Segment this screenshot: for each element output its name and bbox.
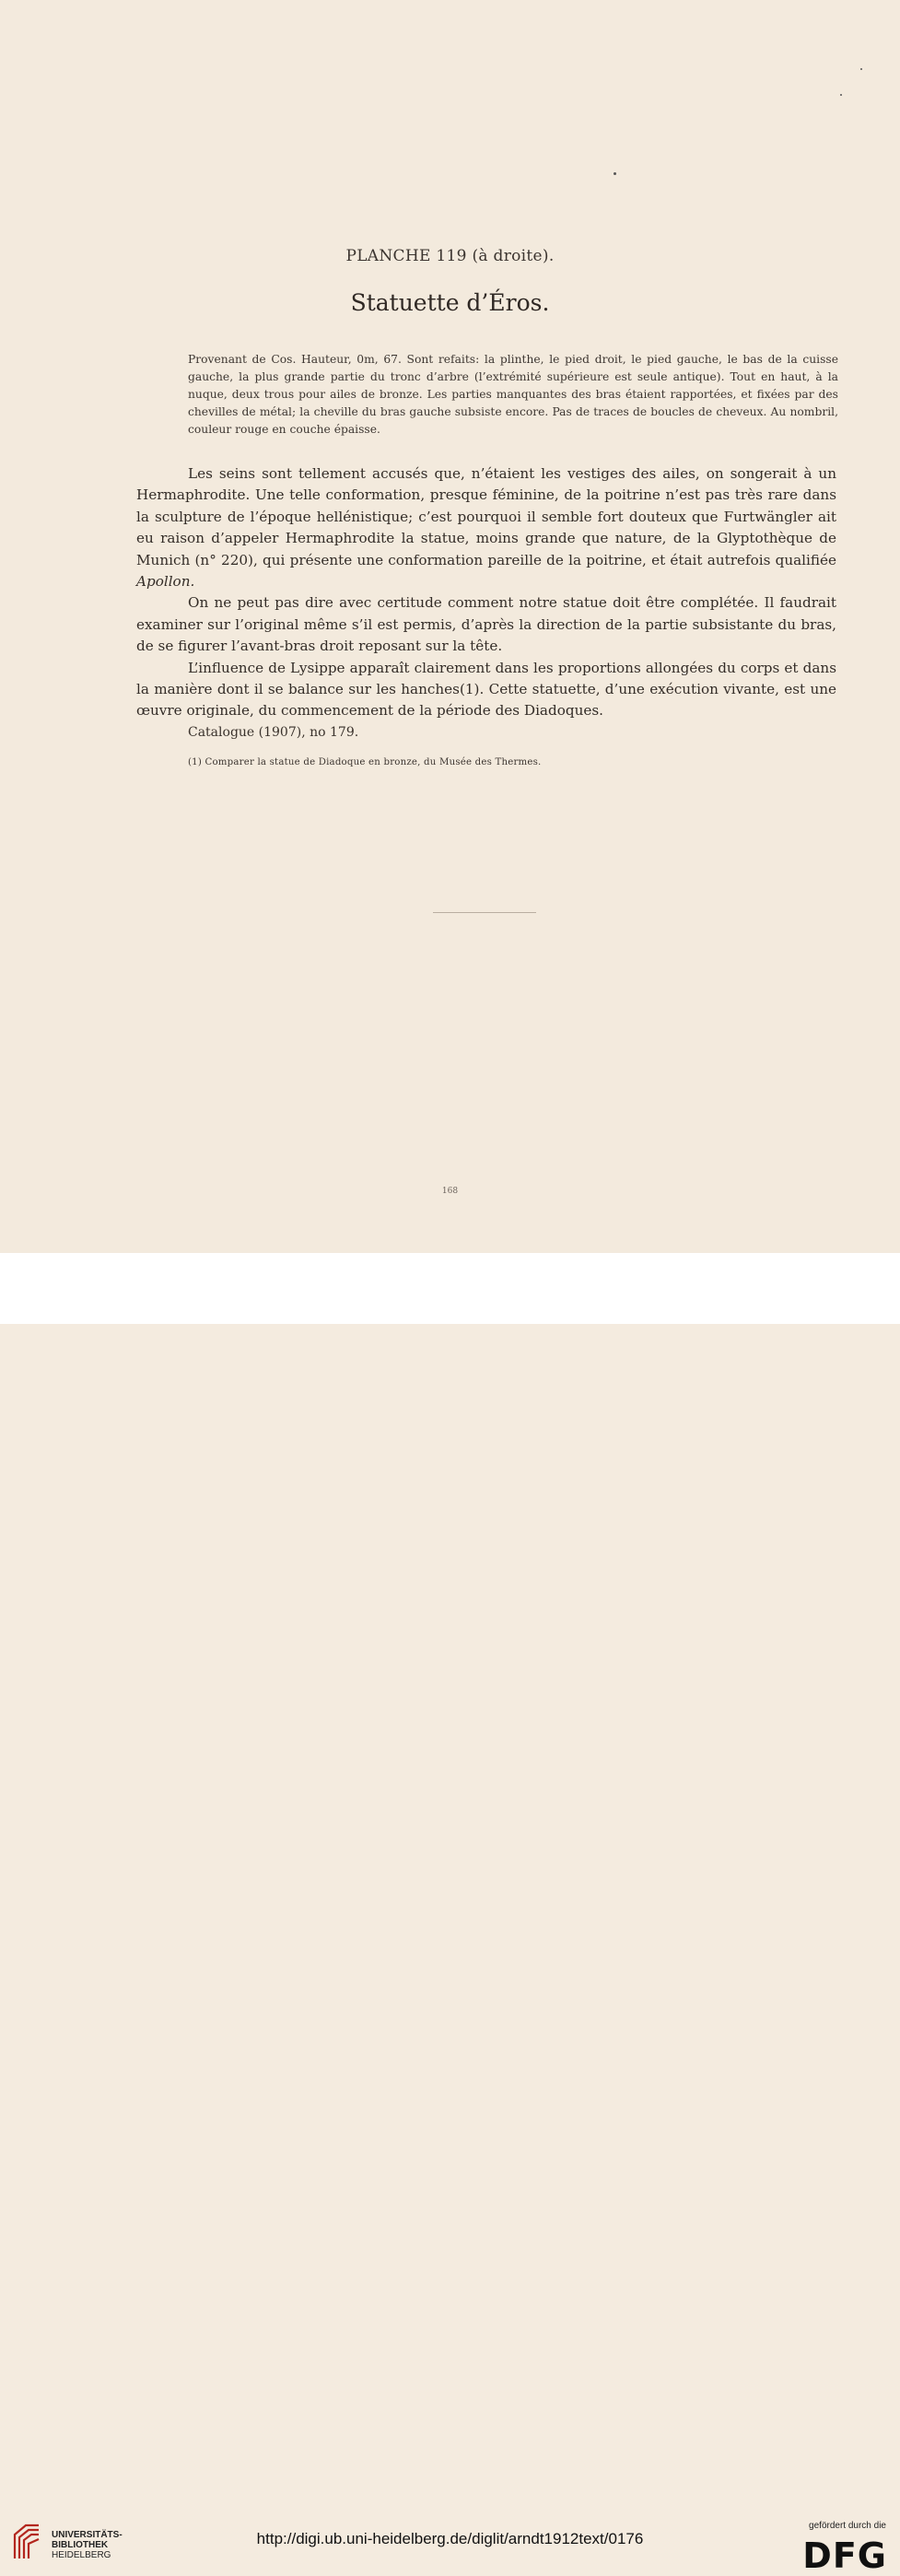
body-paragraph-2: On ne peut pas dire avec certitude comment notre statue doit être complétée. Il faudrait examiner sur l’original même s’il est permis, d’après la direction de la partie subsistante du bras, de se figurer l’avant-bras droit reposant sur la tête.: [136, 594, 836, 655]
university-library-name[interactable]: UNIVERSITÄTS- BIBLIOTHEK HEIDELBERG: [52, 2530, 123, 2560]
catalogue-reference: Catalogue (1907), no 179.: [188, 725, 359, 740]
dfg-logo[interactable]: DFG: [802, 2535, 887, 2576]
italic-apollon: Apollon.: [136, 573, 195, 591]
scan-speck: [860, 68, 862, 70]
footer-bar: [0, 1253, 900, 2576]
funding-label: gefördert durch die: [809, 2521, 886, 2531]
body-paragraph-1: Les seins sont tellement accusés que, n’étaient les vestiges des ailes, on songerait à un Hermaphrodite. Une telle conformation, presque féminine, de la poitrine n’est pas très rare dans la sculpture de l’époque hellénistique; c’est pourquoi il semble fort douteux que Furtwängler ait eu raison d’appeler Hermaphrodite la statue, moins grande que nature, de la Glyptothèque de Munich (n° 220), qui présente une conformation pareille de la poitrine, et était autrefois qualifiée Apollon.: [136, 465, 836, 591]
body-text: [136, 463, 836, 722]
scanned-page: [0, 0, 900, 1253]
source-url-link[interactable]: http://digi.ub.uni-heidelberg.de/diglit/arndt1912text/0176: [256, 2530, 644, 2547]
page-number: 168: [441, 1187, 459, 1196]
page-title: Statuette d’Éros.: [350, 289, 550, 316]
footnote: (1) Comparer la statue de Diadoque en bronze, du Musée des Thermes.: [188, 757, 542, 767]
plate-heading: PLANCHE 119 (à droite).: [345, 247, 555, 265]
description-paragraph: Provenant de Cos. Hauteur, 0m, 67. Sont refaits: la plinthe, le pied droit, le pied gauche, le bas de la cuisse gauche, la plus grande partie du tronc d’arbre (l’extrémité supérieure est seule antique). Tout en haut, à la nuque, deux trous pour ailes de bronze. Les parties manquantes des bras étaient rapportées, et fixées par des chevilles de métal; la cheville du bras gauche subsiste encore. Pas de traces de boucles de cheveux. Au nombril, couleur rouge en couche épaisse.: [188, 353, 838, 436]
scan-speck: [840, 94, 842, 96]
scan-speck: [614, 172, 616, 175]
body-paragraph-3: L’influence de Lysippe apparaît clairement dans les proportions allongées du corps et dans la manière dont il se balance sur les hanches(1). Cette statuette, d’une exécution vivante, est une œuvre originale, du commencement de la période des Diadoques.: [136, 659, 836, 720]
end-rule: [433, 912, 536, 913]
